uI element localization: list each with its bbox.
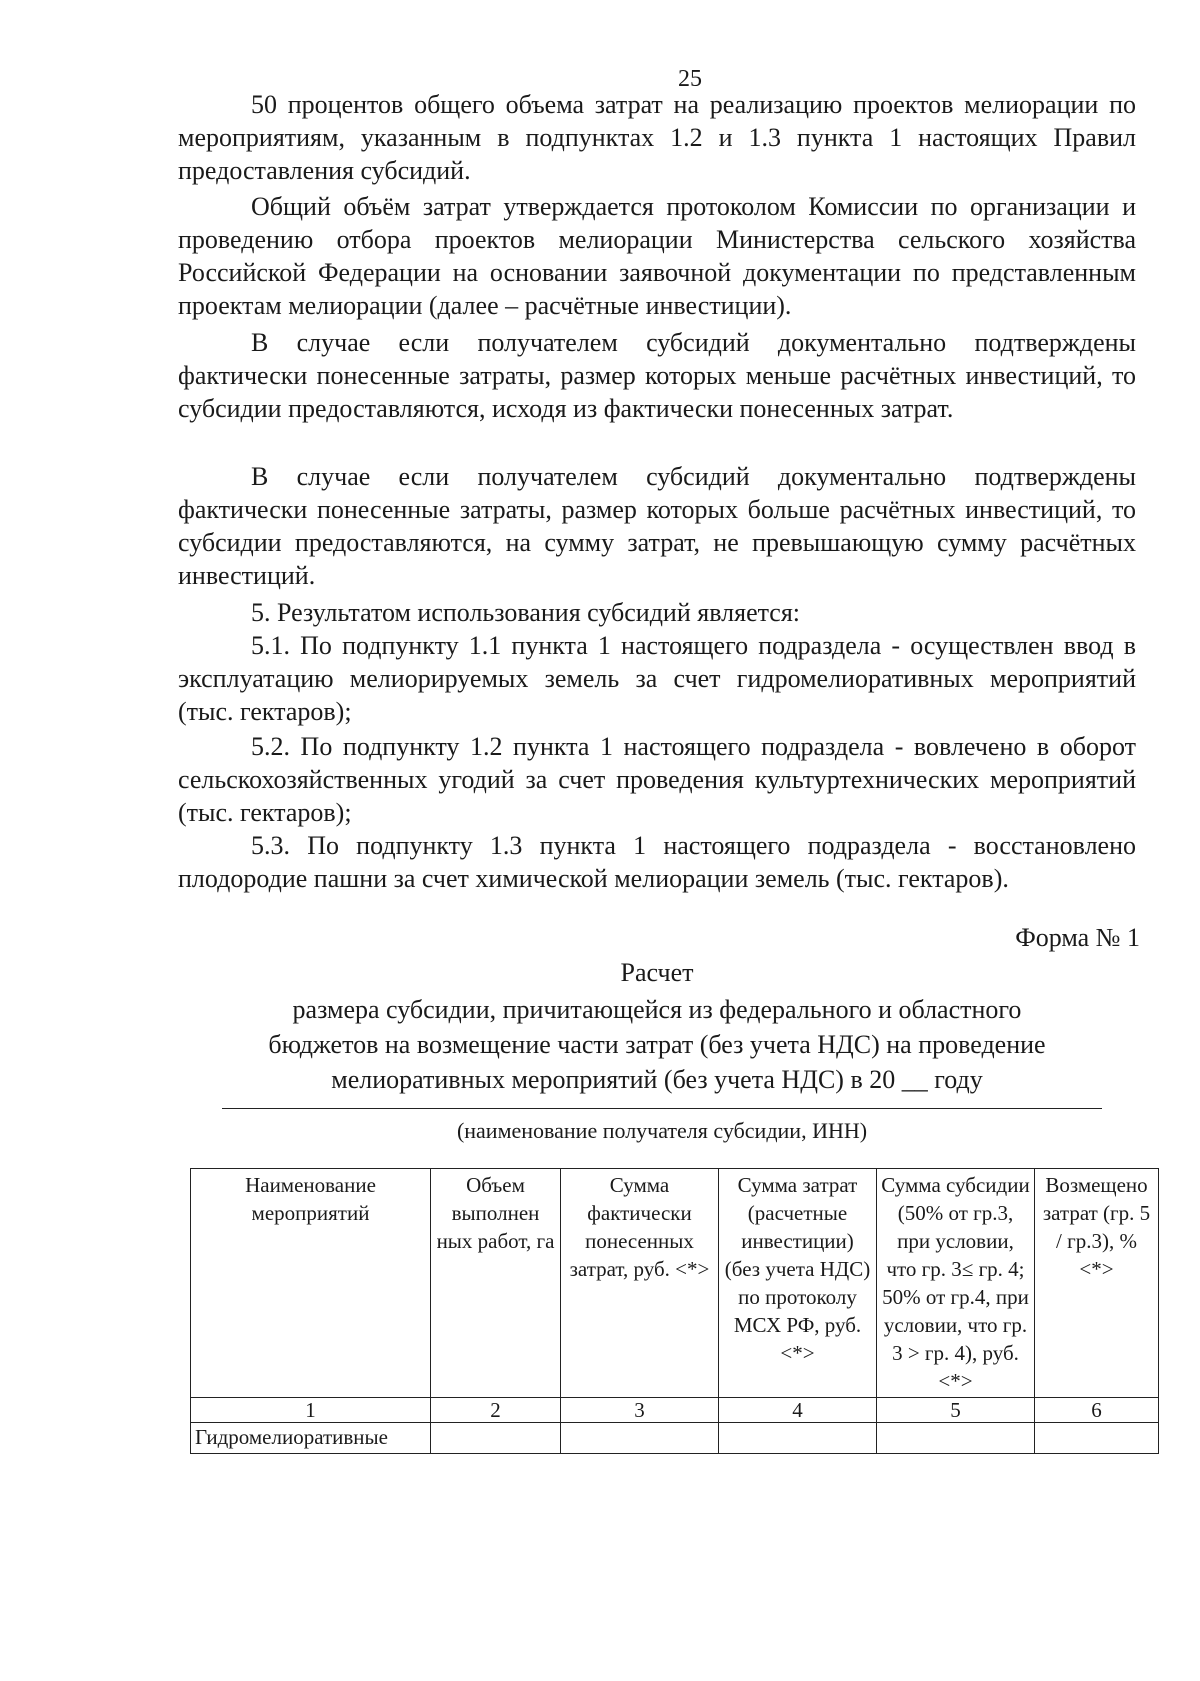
table-cell (877, 1423, 1035, 1454)
header-actual-costs: Сумма фактически понесенных затрат, руб. <*> (561, 1169, 719, 1398)
recipient-caption: (наименование получателя субсидии, ИНН) (456, 1118, 868, 1143)
page-number: 25 (678, 66, 702, 92)
recipient-underline (222, 1108, 1102, 1109)
paragraph-5: 5. Результатом использования субсидий является: (251, 598, 801, 627)
column-number: 5 (877, 1398, 1035, 1423)
table-row (191, 1423, 1159, 1454)
paragraph-5-3: 5.3. По подпункту 1.3 пункта 1 настоящего подраздела - восстановлено плодородие пашни за счет химической мелиорации земель (тыс. гектаров). (178, 831, 1136, 893)
form-number: Форма № 1 (1015, 923, 1140, 952)
paragraph-5-1: 5.1. По подпункту 1.1 пункта 1 настоящего подраздела - осуществлен ввод в эксплуатацию мелиорируемых земель за счет гидромелиоративных мероприятий (тыс. гектаров); (178, 631, 1136, 726)
paragraph-1: 50 процентов общего объема затрат на реализацию проектов мелиорации по мероприятиям, указанным в подпунктах 1.2 и 1.3 пункта 1 настоящих Правил предоставления субсидий. (178, 90, 1136, 185)
column-number: 3 (561, 1398, 719, 1423)
column-number: 1 (191, 1398, 431, 1423)
header-estimated-costs: Сумма затрат (расчетные инвестиции) (без учета НДС) по протоколу МСХ РФ, руб. <*> (719, 1169, 877, 1398)
paragraph-2: Общий объём затрат утверждается протоколом Комиссии по организации и проведению отбора проектов мелиорации Министерства сельского хозяйства Российской Федерации на основании заявочной документации по представленным проектам мелиорации (далее – расчётные инвестиции). (178, 192, 1136, 320)
subsidy-table (190, 1168, 1159, 1454)
column-number: 2 (431, 1398, 561, 1423)
form-subtitle-line-3: мелиоративных мероприятий (без учета НДС) в 20 __ году (331, 1065, 983, 1094)
form-subtitle-line-1: размера субсидии, причитающейся из федерального и областного (292, 995, 1022, 1024)
header-activity-name: Наименование мероприятий (191, 1169, 431, 1398)
header-subsidy-amount: Сумма субсидии (50% от гр.3, при условии, что гр. 3≤ гр. 4; 50% от гр.4, при условии, что гр. 3 > гр. 4), руб. <*> (877, 1169, 1035, 1398)
header-reimbursed-share: Возмещено затрат (гр. 5 / гр.3), %<*> (1035, 1169, 1159, 1398)
column-number: 4 (719, 1398, 877, 1423)
paragraph-5-2: 5.2. По подпункту 1.2 пункта 1 настоящего подраздела - вовлечено в оборот сельскохозяйственных угодий за счет проведения культуртехнических мероприятий (тыс. гектаров); (178, 732, 1136, 827)
header-work-volume: Объем выполнен ных работ, га (431, 1169, 561, 1398)
table-header-row (191, 1169, 1159, 1398)
table-cell (1035, 1423, 1159, 1454)
paragraph-3: В случае если получателем субсидий документально подтверждены фактически понесенные затраты, размер которых меньше расчётных инвестиций, то субсидии предоставляются, исходя из фактически понесенных затрат. (178, 328, 1136, 423)
table-column-numbers-row (191, 1398, 1159, 1423)
column-number: 6 (1035, 1398, 1159, 1423)
form-title: Расчет (620, 958, 694, 987)
table-cell (431, 1423, 561, 1454)
paragraph-4: В случае если получателем субсидий документально подтверждены фактически понесенные затраты, размер которых больше расчётных инвестиций, то субсидии предоставляются, на сумму затрат, не превышающую сумму расчётных инвестиций. (178, 462, 1136, 590)
table-cell (561, 1423, 719, 1454)
table-cell (719, 1423, 877, 1454)
form-subtitle-line-2: бюджетов на возмещение части затрат (без учета НДС) на проведение (268, 1030, 1046, 1059)
table-cell: Гидромелиоративные (191, 1423, 431, 1454)
